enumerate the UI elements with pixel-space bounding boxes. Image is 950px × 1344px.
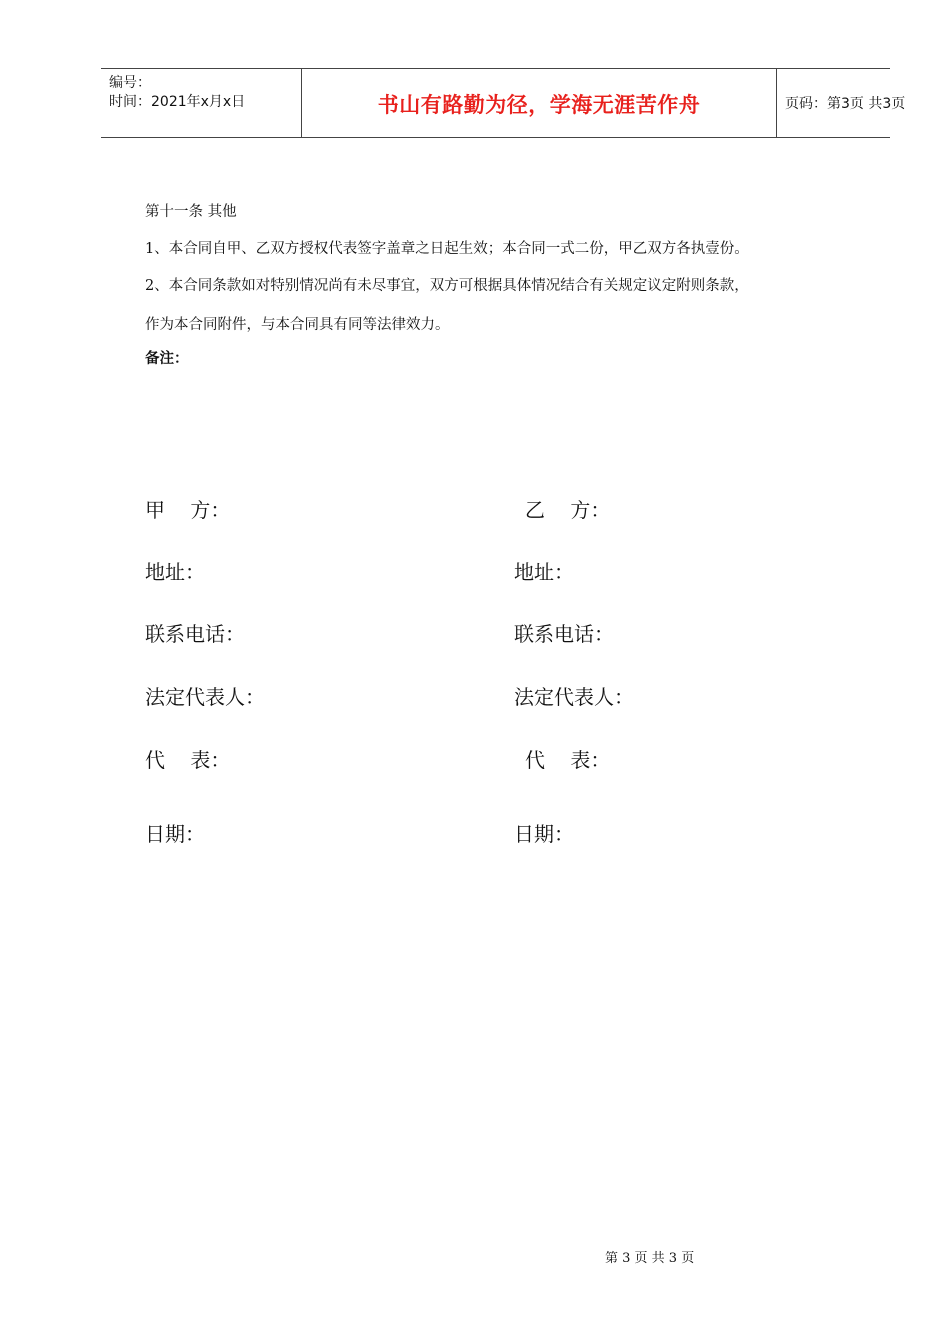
party-b-date-label: 日期：	[514, 822, 574, 846]
party-b-label: 乙 方：	[525, 498, 611, 522]
party-a-date-label: 日期：	[145, 822, 205, 846]
party-a-representative-label: 代 表：	[145, 748, 231, 772]
party-b-address-label: 地址：	[514, 560, 574, 584]
party-a-address-label: 地址：	[145, 560, 205, 584]
clause-2-line-1: 2、本合同条款如对特别情况尚有未尽事宜，双方可根据具体情况结合有关规定议定附则条款，	[145, 278, 749, 294]
header-page-cell	[776, 69, 906, 137]
clause-1: 1、本合同自甲、乙双方授权代表签字盖章之日起生效；本合同一式二份，甲乙双方各执壹份。	[145, 241, 749, 257]
header-meta-cell	[101, 69, 301, 137]
header-motto-cell	[301, 69, 777, 137]
document-time-label: 时间：2021年x月x日	[109, 94, 246, 110]
clause-2-line-2: 作为本合同附件，与本合同具有同等法律效力。	[145, 317, 450, 333]
party-a-legal-rep-label: 法定代表人：	[145, 685, 265, 709]
party-b-phone-label: 联系电话：	[514, 622, 614, 646]
article-title: 第十一条 其他	[145, 204, 237, 220]
remarks-label: 备注：	[145, 350, 189, 367]
party-b-representative-label: 代 表：	[525, 748, 611, 772]
document-number-label: 编号：	[109, 75, 151, 91]
document-header	[101, 68, 906, 138]
party-a-label: 甲 方：	[145, 498, 231, 522]
party-a-phone-label: 联系电话：	[145, 622, 245, 646]
page-footer: 第 3 页 共 3 页	[605, 1251, 695, 1266]
header-motto: 书山有路勤为径，学海无涯苦作舟	[377, 93, 701, 117]
party-b-legal-rep-label: 法定代表人：	[514, 685, 634, 709]
header-page-info: 页码：第3页 共3页	[785, 96, 906, 112]
